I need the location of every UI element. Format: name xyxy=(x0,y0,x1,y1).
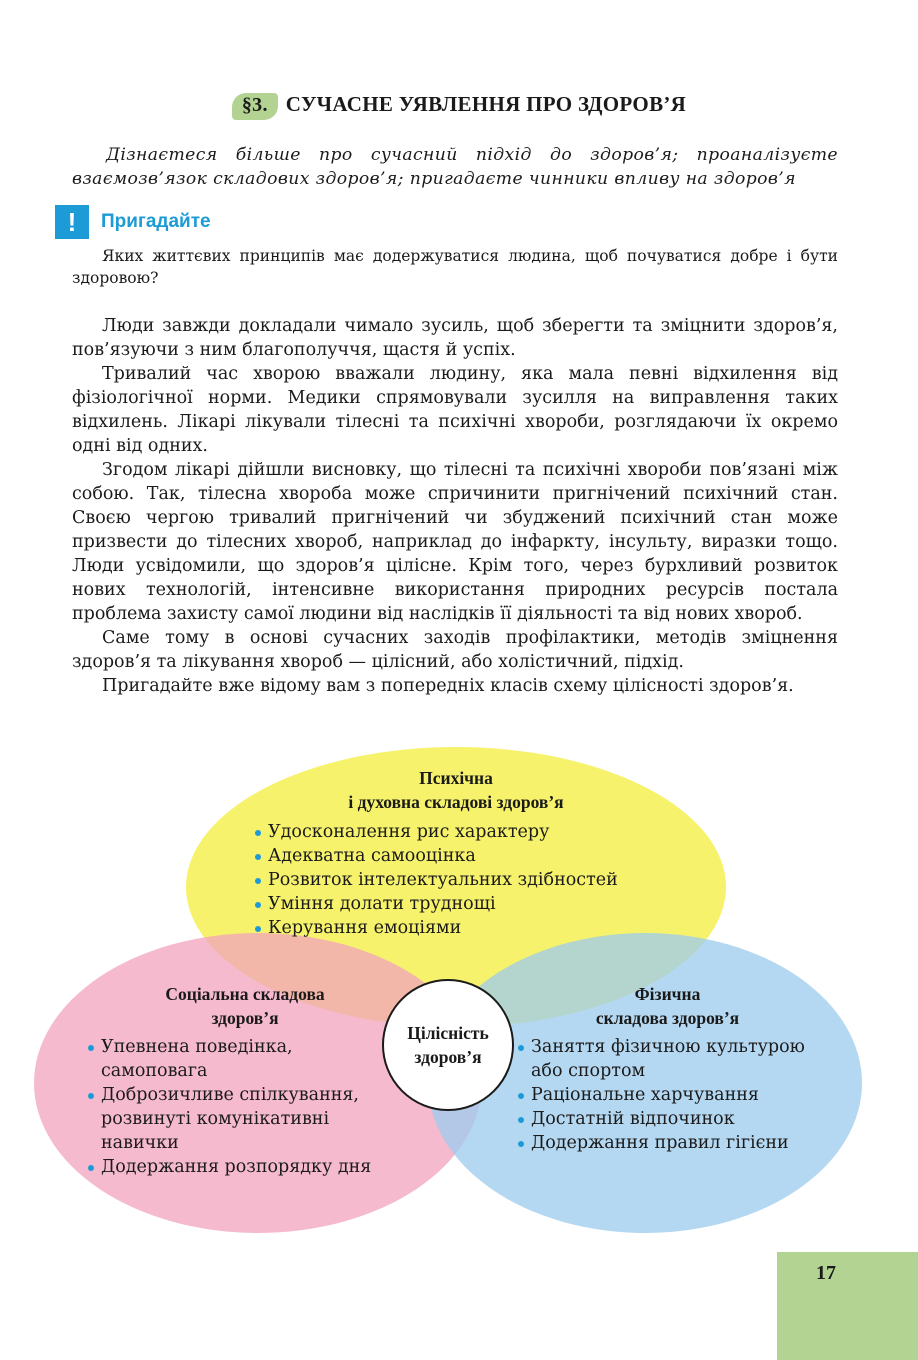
list-item: Достатній відпочинок xyxy=(517,1107,827,1131)
list-item: Додержання розпорядку дня xyxy=(87,1155,387,1179)
paragraph: Люди завжди докладали чимало зусиль, щоб зберегти та зміцнити здоров’я, пов’язуючи з ним благополуччя, щастя й успіх. xyxy=(72,316,838,360)
remind-question xyxy=(72,245,838,289)
mental-title-line2: і духовна складові здоров’я xyxy=(348,792,564,812)
exclamation-icon: ! xyxy=(55,205,89,239)
section-number-badge: §3. xyxy=(232,93,278,120)
health-venn-diagram xyxy=(0,740,918,1260)
list-item: Заняття фізичною культурою або спортом xyxy=(517,1035,827,1083)
physical-title xyxy=(555,982,780,1030)
center-label xyxy=(383,980,513,1110)
social-list xyxy=(87,1035,387,1179)
intro-text: Дізнаєтеся більше про сучасний підхід до здоров’я; проаналізуєте взаємозв’язок складових здоров’я; пригадаєте чинники впливу на здоров’я xyxy=(72,145,838,189)
section-title: СУЧАСНЕ УЯВЛЕННЯ ПРО ЗДОРОВ’Я xyxy=(285,92,687,116)
mental-title xyxy=(236,766,676,814)
physical-list xyxy=(517,1035,827,1155)
list-item: Керування емоціями xyxy=(254,916,694,940)
list-item: Розвиток інтелектуальних здібностей xyxy=(254,868,694,892)
paragraph: Згодом лікарі дійшли висновку, що тілесні та психічні хвороби пов’язані між собою. Так, тілесна хвороба може спричинити пригнічений психічний стан. Своєю чергою тривалий пригнічений чи збуджений психічний стан може призвести до тілесних хвороб, наприклад до інфаркту, інсульту, виразки тощо. Люди усвідомили, що здоров’я цілісне. Крім того, через бурхливий розвиток нових технологій, інтенсивне використання природних ресурсів постала проблема захисту самої людини від наслідків її діяльності та від нових хвороб. xyxy=(72,460,838,624)
remind-header xyxy=(55,205,211,239)
page-number: 17 xyxy=(816,1262,836,1284)
mental-title-line1: Психічна xyxy=(419,768,493,788)
remind-title: Пригадайте xyxy=(101,211,211,232)
list-item: Додержання правил гігієни xyxy=(517,1131,827,1155)
physical-title-line1: Фізична xyxy=(634,984,701,1004)
paragraph: Пригадайте вже відому вам з попередніх класів схему цілісності здоров’я. xyxy=(102,676,794,696)
social-title-line2: здоров’я xyxy=(211,1008,279,1028)
center-label-line2: здоров’я xyxy=(414,1047,482,1067)
paragraph: Саме тому в основі сучасних заходів профілактики, методів зміцнення здоров’я та лікування хвороб — цілісний, або холістичний, підхід. xyxy=(72,628,838,672)
page-number-box xyxy=(777,1252,918,1360)
center-label-line1: Цілісність xyxy=(407,1023,489,1043)
mental-list xyxy=(254,820,694,940)
section-heading xyxy=(0,92,918,120)
social-title-line1: Соціальна складова xyxy=(165,984,325,1004)
physical-title-line2: складова здоров’я xyxy=(595,1008,740,1028)
list-item: Доброзичливе спілкування, розвинуті комунікативні навички xyxy=(87,1083,387,1155)
list-item: Уміння долати труднощі xyxy=(254,892,694,916)
list-item: Упевнена поведінка, самоповага xyxy=(87,1035,387,1083)
list-item: Адекватна самооцінка xyxy=(254,844,694,868)
paragraph: Тривалий час хворою вважали людину, яка мала певні відхилення від фізіологічної норми. Медики спрямовували зусилля на виправлення таких відхилень. Лікарі лікували тілесні та психічні хвороби, розглядаючи їх окремо одні від одних. xyxy=(72,364,838,456)
section-intro xyxy=(72,143,838,191)
body-text xyxy=(72,314,838,698)
list-item: Удосконалення рис характеру xyxy=(254,820,694,844)
list-item: Раціональне харчування xyxy=(517,1083,827,1107)
social-title xyxy=(125,982,365,1030)
remind-question-text: Яких життєвих принципів має додержуватися людина, щоб почуватися добре і бути здоровою? xyxy=(72,247,838,287)
